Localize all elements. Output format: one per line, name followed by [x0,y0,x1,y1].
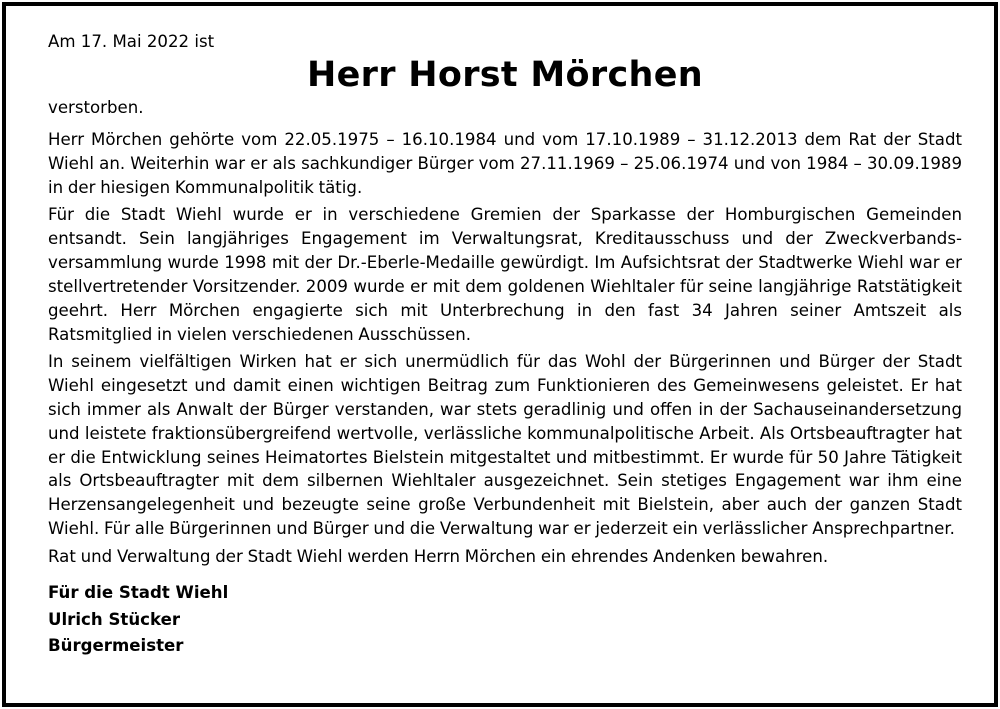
obituary-notice-frame [2,2,998,707]
paragraph-council-membership: Herr Mörchen gehörte vom 22.05.1975 – 16.10.1984 und vom 17.10.1989 – 31.12.2013 dem Rat der Stadt Wiehl an. Weiterhin war er als sachkundiger Bürger vom 27.11.1969 – 25.06.1974 und von 1984 – 30.09.1989 in der hiesigen Kommunalpolitik tätig. [48,130,962,197]
signature-person: Ulrich Stücker [48,609,181,629]
signature-block [48,580,962,659]
paragraph-merits: In seinem vielfältigen Wirken hat er sich unermüdlich für das Wohl der Bürgerinnen und Bürger der Stadt Wiehl eingesetzt und damit einen wichtigen Beitrag zum Funktionieren des Gemeinwesens geleistet. Er hat sich immer als Anwalt der Bürger verstanden, war stets geradlinig und offen in der Sachauseinandersetzung und leistete fraktionsübergreifend wertvolle, verlässliche kommunalpolitische Arbeit. Als Ortsbeauftragter hat er die Entwicklung seines Heimatortes Bielstein mitgestaltet und mitbestimmt. Er wurde für 50 Jahre Tätigkeit als Ortsbeauftragter mit dem silbernen Wiehltaler ausgezeichnet. Sein stetiges Engagement war ihm eine Herzensangelegenheit und bezeugte seine große Verbundenheit mit Bielstein, aber auch der ganzen Stadt Wiehl. Für alle Bürgerinnen und Bürger und die Verwaltung war er jederzeit ein verlässlicher Ansprechpartner. [48,351,962,539]
paragraph-sparkasse-engagement: Für die Stadt Wiehl wurde er in verschiedene Gremien der Sparkasse der Homburgischen Gemeinden entsandt. Sein langjähriges Engagement im Verwaltungsrat, Kreditausschuss und der Zweckverbandsversammlung wurde 1998 mit der Dr.-Eberle-Medaille gewürdigt. Im Aufsichtsrat der Stadtwerke Wiehl war er stellvertretender Vorsitzender. 2009 wurde er mit dem goldenen Wiehltaler für seine langjährige Ratstätigkeit geehrt. Herr Mörchen engagierte sich mit Unterbrechung in den fast 34 Jahren seiner Amtszeit als Ratsmitglied in vielen verschiedenen Ausschüssen. [48,205,962,344]
intro-text: Am 17. Mai 2022 ist [48,32,215,51]
deceased-text: verstorben. [48,98,144,117]
signature-title: Bürgermeister [48,636,184,656]
signature-organization: Für die Stadt Wiehl [48,583,229,603]
deceased-name: Herr Horst Mörchen [307,55,703,95]
paragraph-closing: Rat und Verwaltung der Stadt Wiehl werden Herrn Mörchen ein ehrendes Andenken bewahren. [48,546,829,566]
obituary-notice-content [48,30,962,659]
